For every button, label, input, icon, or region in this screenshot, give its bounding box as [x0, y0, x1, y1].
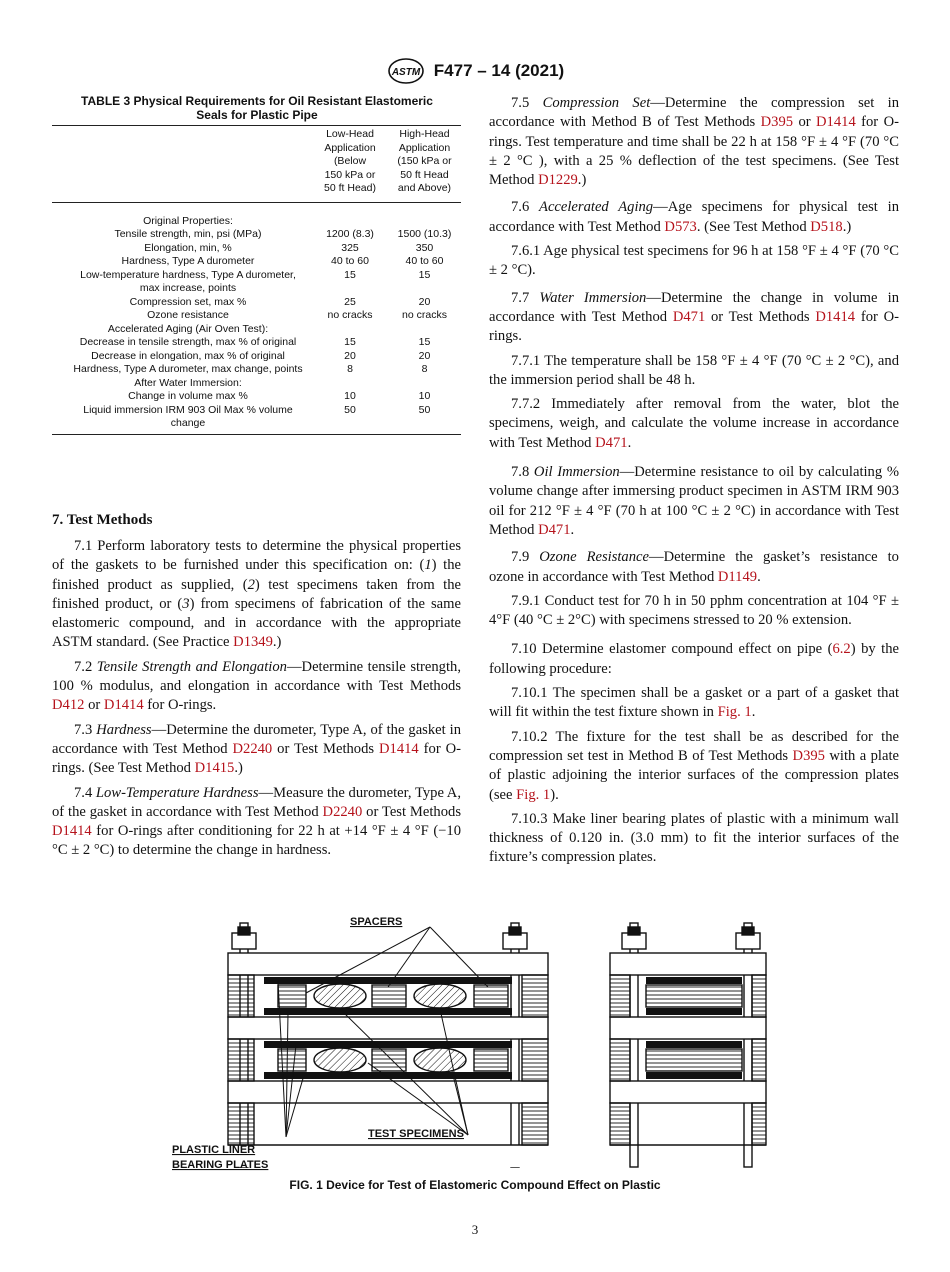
high-head-cell: 20: [418, 349, 431, 362]
table-row: [52, 404, 461, 435]
reference-link[interactable]: D1149: [717, 568, 758, 585]
label-test-specimens: TEST SPECIMENS: [368, 1128, 464, 1140]
header-line: (150 kPa or: [397, 155, 452, 167]
text: 7.2: [74, 658, 97, 675]
text: 3: [182, 595, 190, 612]
low-head-cell: 10: [344, 390, 356, 402]
text: —Age specimens for physical test in accordance with Test Method: [489, 199, 899, 235]
text: for O-rings.: [489, 308, 899, 345]
reference-link[interactable]: D1415: [194, 760, 235, 777]
text: 7.7.2 Immediately after removal from the water, blot the specimens, weigh, and calculate the volume increase in accordance with Test Method: [489, 396, 899, 451]
paragraph-7-7: [489, 289, 899, 347]
low-head-cell: 40 to 60: [331, 255, 369, 267]
property-cell: Tensile strength, min, psi (MPa): [114, 228, 262, 240]
text: or Test Methods: [705, 308, 816, 325]
paragraph-7-3: [52, 721, 461, 779]
paragraph-7-10: [489, 640, 899, 679]
low-head-cell: 1200 (8.3): [326, 228, 374, 240]
high-head-cell: 1500 (10.3): [397, 228, 452, 240]
paragraph-7-7-1: 7.7.1 The temperature shall be 158 °F ± 4 °F (70 °C ± 2 °C), and the immersion period shall be 48 h.: [489, 352, 899, 388]
table-header-property: [52, 126, 312, 203]
table-row: [52, 350, 461, 364]
text: 7.6: [511, 199, 540, 216]
high-head-cell: [388, 377, 461, 391]
high-head-cell: 20: [418, 295, 431, 308]
low-head-cell: 15: [344, 268, 356, 281]
reference-link[interactable]: D1414: [379, 740, 419, 757]
low-head-cell: 15: [344, 336, 356, 348]
figure-caption: FIG. 1 Device for Test of Elastomeric Compound Effect on Plastic: [289, 1178, 661, 1192]
section-heading: 7. Test Methods: [52, 512, 153, 528]
table-row: [52, 377, 461, 391]
property-cell: Compression set, max %: [129, 295, 247, 308]
property-cell: Hardness, Type A durometer, max change, points: [73, 363, 303, 375]
paragraph-7-7-2: [489, 395, 899, 453]
low-head-cell: 20: [344, 349, 356, 362]
paragraph-7-2: [52, 658, 461, 716]
property-cell: Decrease in tensile strength, max % of original: [79, 336, 297, 348]
table-row: [52, 215, 461, 229]
text: —Determine resistance to oil by calculating % volume change after immersing product specimen in ASTM IRM 903 oil for 212 °F ± 4 °F (70 h at 100 °C ± 2 °C) in accordance with Test Method: [489, 464, 899, 538]
table3-title-line2: Seals for Plastic Pipe: [196, 108, 318, 122]
paragraph-title: Tensile Strength and Elongation: [96, 658, 287, 675]
text: or Test Methods: [272, 740, 379, 757]
paragraph-title: Water Immersion: [539, 289, 647, 306]
table-row: [52, 363, 461, 377]
paragraph-7-6-1: 7.6.1 Age physical test specimens for 96 h at 158 °F ± 4 °F (70 °C ± 2 °C).: [489, 243, 899, 279]
text: 7.10.1 The specimen shall be a gasket or a part of a gasket that will fit within the test fixture shown in: [489, 685, 899, 721]
text: —Determine the compression set in accordance with Method B of Test Methods: [489, 95, 900, 131]
reference-link[interactable]: D1414: [103, 697, 144, 714]
high-head-cell: 40 to 60: [405, 255, 444, 267]
property-cell: Hardness, Type A durometer: [121, 255, 255, 267]
high-head-cell: 350: [415, 241, 434, 254]
physical-requirements-table: [52, 125, 461, 435]
text: —Determine tensile strength, 100 % modulus, and elongation in accordance with Test Methods: [52, 658, 461, 695]
table-header-row: [52, 126, 461, 203]
text: for O-rings. (See Test Method: [52, 740, 461, 777]
paragraph-7-9-1: 7.9.1 Conduct test for 70 h in 50 pphm concentration at 104 °F ± 4°F (40 °C ± 2°C) with specimens stressed to 20 % extension.: [489, 592, 899, 629]
high-head-cell: 8: [421, 363, 428, 375]
reference-link[interactable]: Fig. 1: [516, 786, 551, 803]
property-cell: Change in volume max %: [128, 390, 248, 402]
page-number: 3: [471, 1222, 479, 1237]
reference-link[interactable]: D2240: [232, 740, 273, 757]
header-line: 50 ft Head): [324, 182, 376, 194]
text: 7.10 Determine elastomer compound effect on pipe (: [511, 641, 833, 658]
page-header: [0, 58, 950, 84]
high-head-cell: [388, 215, 461, 229]
text: .: [627, 434, 632, 451]
astm-logo-icon: [386, 58, 426, 84]
table-row: [52, 336, 461, 350]
text: ) test specimens taken from the finished product, or (: [52, 576, 461, 612]
low-head-cell: [312, 377, 388, 391]
text: .): [234, 760, 243, 777]
high-head-cell: no cracks: [402, 309, 447, 321]
paragraph-7-8: [489, 463, 899, 540]
text: 7.7: [511, 289, 540, 306]
table3-title-line1: TABLE 3 Physical Requirements for Oil Resistant Elastomeric: [81, 94, 433, 108]
paragraph-title: Compression Set: [542, 95, 651, 111]
reference-link[interactable]: D412: [52, 697, 85, 714]
header-line: (Below: [333, 155, 367, 167]
text: . (See Test Method: [696, 218, 811, 235]
high-head-cell: 10: [418, 390, 431, 402]
low-head-cell: 8: [347, 363, 353, 375]
paragraph-title: Hardness: [96, 721, 152, 738]
property-cell: Liquid immersion IRM 903 Oil Max % volume change: [52, 404, 312, 435]
paragraph-title: Oil Immersion: [533, 464, 620, 481]
text: .: [570, 521, 575, 538]
reference-link[interactable]: 6.2: [832, 641, 851, 658]
low-head-cell: [312, 215, 388, 229]
text: 2: [247, 576, 255, 593]
reference-link[interactable]: D2240: [322, 803, 363, 820]
high-head-cell: 15: [418, 336, 431, 348]
reference-link[interactable]: D573: [664, 218, 697, 235]
figure-1: [168, 905, 788, 1175]
text: with a plate of plastic adjoining the interior surfaces of the compression plates (see: [489, 747, 899, 803]
label-plastic-liner: PLASTIC LINER: [172, 1144, 256, 1156]
paragraph-title: Ozone Resistance: [539, 549, 649, 566]
side-view-assembly: [610, 923, 766, 1167]
text: ) by the following procedure:: [489, 641, 899, 677]
text: 7.8: [511, 464, 534, 481]
left-column-text: [52, 537, 461, 866]
text: .): [842, 218, 852, 235]
reference-link[interactable]: D518: [810, 218, 843, 235]
text: .: [757, 568, 761, 585]
reference-link[interactable]: D471: [672, 308, 706, 325]
reference-link[interactable]: D471: [538, 521, 571, 538]
table-row: [52, 269, 461, 296]
header-line: 50 ft Head: [400, 168, 449, 181]
text: for O-rings. Test temperature and time shall be 22 h at 158 °F ± 4 °F (70 °C ± 2 °C ), with a 25 % deflection of the test specimens. (See Test Method: [489, 114, 899, 189]
paragraph-7-9: [489, 548, 899, 587]
header-line: and Above): [397, 182, 452, 194]
table-row: [52, 390, 461, 404]
label-spacers: SPACERS: [350, 916, 403, 928]
text: .: [751, 704, 756, 721]
table-row: [52, 228, 461, 242]
text: ) the finished product as supplied, (: [52, 557, 461, 593]
text: —Determine the gasket’s resistance to ozone in accordance with Test Method: [489, 549, 899, 585]
text: ) from specimens of fabrication of the same elastomeric compound, and in accordance with the appropriate ASTM standard. (See Practice: [52, 595, 461, 651]
text: 7.4: [74, 784, 96, 801]
paragraph-7-10-2: [489, 728, 899, 805]
property-cell: Original Properties:: [143, 214, 233, 227]
paragraph-7-6: [489, 198, 899, 237]
table-header-low-head: [312, 126, 388, 203]
reference-link[interactable]: D395: [760, 114, 794, 131]
standard-designation: F477 – 14 (2021): [433, 61, 565, 80]
low-head-cell: [312, 323, 388, 337]
paragraph-title: Accelerated Aging: [539, 199, 654, 216]
property-cell: Decrease in elongation, max % of original: [91, 349, 285, 362]
text: for O-rings.: [143, 697, 217, 714]
header-line: Application: [324, 141, 376, 154]
table-row: [52, 323, 461, 337]
label-bearing-plates: BEARING PLATES: [172, 1159, 269, 1171]
text: for O-rings after conditioning for 22 h at +14 °F ± 4 °F (−10 °C ± 2 °C) to determine the change in hardness.: [52, 823, 461, 859]
text: —Determine the change in volume in accordance with Test Method: [489, 289, 899, 325]
low-head-cell: 325: [341, 241, 359, 254]
high-head-cell: [388, 323, 461, 337]
text: 7.3: [74, 721, 97, 738]
reference-link[interactable]: D1229: [538, 172, 578, 189]
property-cell: Ozone resistance: [147, 309, 229, 321]
text: .): [272, 634, 282, 651]
paragraph-7-4: [52, 784, 461, 861]
text: —Measure the durometer, Type A, of the gasket in accordance with Test Method: [52, 784, 461, 820]
low-head-cell: 50: [312, 404, 388, 435]
property-cell: Accelerated Aging (Air Oven Test):: [107, 322, 269, 335]
reference-link[interactable]: D1414: [52, 823, 92, 840]
header-line: High-Head: [399, 128, 450, 140]
header-line: Application: [398, 141, 451, 154]
table-row: [52, 296, 461, 310]
paragraph-7-10-3: 7.10.3 Make liner bearing plates of plastic with a minimum wall thickness of 0.120 in. (3.0 mm) to fit the interior surfaces of the fixture’s compression plates.: [489, 810, 899, 866]
text: .): [577, 172, 587, 189]
text: 1: [424, 557, 432, 574]
table-row: [52, 255, 461, 269]
property-cell: Elongation, min, %: [144, 241, 232, 254]
high-head-cell: 15: [418, 268, 431, 281]
text: —Determine the durometer, Type A, of the gasket in accordance with Test Method: [52, 721, 461, 757]
text: 7.10.2 The fixture for the test shall be as described for the compression set test in Method B of Test Methods: [489, 728, 899, 764]
reference-link[interactable]: D471: [595, 434, 628, 451]
text: or: [793, 114, 817, 131]
right-column: [489, 94, 899, 873]
text: or Test Methods: [362, 803, 462, 820]
paragraph-7-1: [52, 537, 461, 653]
reference-link[interactable]: D1349: [233, 634, 273, 651]
reference-link[interactable]: D1414: [816, 114, 856, 131]
text: ).: [550, 786, 559, 803]
reference-link[interactable]: D1414: [815, 308, 856, 325]
table-row: [52, 242, 461, 256]
property-cell: After Water Immersion:: [134, 376, 242, 389]
text: 7.5: [511, 95, 543, 111]
svg-text:ASTM: ASTM: [391, 67, 420, 78]
table-row: [52, 309, 461, 323]
text: 7.1 Perform laboratory tests to determine the physical properties of the gaskets to be furnished under this specification on: (: [52, 538, 461, 574]
table-header-high-head: [388, 126, 461, 203]
reference-link[interactable]: Fig. 1: [717, 704, 752, 721]
header-line: Low-Head: [326, 128, 374, 140]
table3-title: [52, 94, 462, 108]
low-head-cell: no cracks: [327, 309, 373, 321]
low-head-cell: 25: [344, 295, 356, 308]
test-fixture-diagram: [168, 905, 788, 1175]
left-column: [52, 94, 462, 435]
reference-link[interactable]: D395: [792, 747, 825, 764]
text: 7.9: [511, 549, 540, 566]
header-line: 150 kPa or: [324, 168, 376, 181]
paragraph-7-10-1: [489, 684, 899, 723]
text: or: [84, 697, 104, 714]
high-head-cell: 50: [388, 404, 461, 435]
paragraph-7-5: [489, 94, 899, 190]
paragraph-title: Low-Temperature Hardness: [95, 784, 259, 801]
property-cell: Low-temperature hardness, Type A durometer, max increase, points: [80, 268, 296, 294]
